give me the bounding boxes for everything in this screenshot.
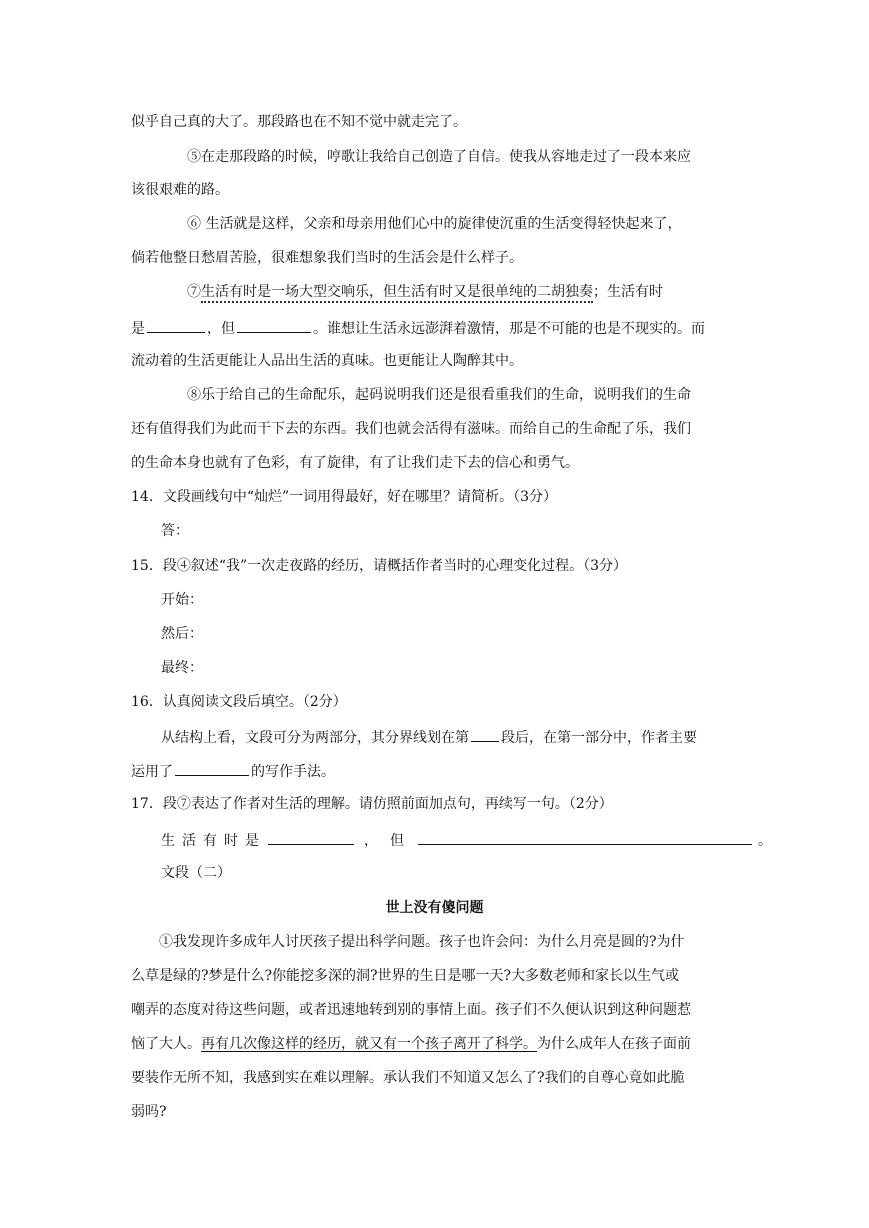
article-title: 世上没有傻问题 [385, 900, 484, 916]
article-line-3: 嘲弄的态度对待这些问题，或者迅速地转到别的事情上面。孩子们不久便认识到这种问题惹 [131, 1002, 691, 1018]
section-2-label: 文段（二） [161, 865, 231, 881]
article-line-4-end: 为什么成年人在孩子面前 [537, 1036, 691, 1052]
fill-blank-paragraph-number[interactable] [471, 726, 499, 742]
article-line-6: 弱吗? [131, 1104, 167, 1120]
paragraph-7-line-2 [131, 317, 705, 339]
paragraph-5-line-2: 该很艰难的路。 [131, 182, 229, 198]
question-17-fill-line [161, 829, 772, 851]
question-17-period: 。 [758, 833, 772, 849]
article-line-1: ①我发现许多成年人讨厌孩子提出科学问题。孩子也许会问：为什么月亮是圆的?为什 [159, 934, 685, 950]
paragraph-7-number: ⑦ [187, 284, 201, 300]
fill-blank-writing-technique[interactable] [175, 760, 249, 776]
question-16-text-d: 的写作手法。 [251, 764, 335, 780]
fill-blank-1[interactable] [147, 317, 205, 333]
dotted-example-sentence: 生活有时是一场大型交响乐，但生活有时又是很单纯的二胡独奏 [201, 284, 593, 303]
fill-blank-2[interactable] [237, 317, 311, 333]
question-17-text-b: ，但 [364, 833, 416, 849]
question-16-text-c: 运用了 [131, 764, 173, 780]
paragraph-6-line-2: 倘若他整日愁眉苦脸，很难想象我们当时的生活会是什么样子。 [131, 250, 523, 266]
paragraph-4-tail: 似乎自己真的大了。那段路也在不知不觉中就走完了。 [131, 114, 467, 130]
paragraph-5-line-1: ⑤在走那段路的时候，哼歌让我给自己创造了自信。使我从容地走过了一段本来应 [187, 149, 691, 165]
article-line-2: 么草是绿的?梦是什么?你能挖多深的洞?世界的生日是哪一天?大多数老师和家长以生气或 [131, 968, 680, 984]
fill-blank-imitation-2[interactable] [418, 829, 752, 845]
paragraph-7-line-1 [187, 282, 663, 302]
fill-blank-imitation-1[interactable] [268, 829, 354, 845]
paragraph-7-line-3: 流动着的生活更能让人品出生活的真味。也更能让人陶醉其中。 [131, 353, 523, 369]
article-line-4 [131, 1034, 691, 1054]
question-17-text-a: 生活有时是 [161, 833, 266, 849]
question-15: 15．段④叙述“我”一次走夜路的经历，请概括作者当时的心理变化过程。（3分） [131, 558, 628, 574]
question-16: 16．认真阅读文段后填空。（2分） [131, 694, 347, 710]
article-line-5: 要装作无所不知，我感到实在难以理解。承认我们不知道又怎么了?我们的自尊心竟如此脆 [131, 1070, 685, 1086]
question-16-line-2 [131, 760, 335, 782]
paragraph-7-text-c: 。谁想让生活永远澎湃着激情，那是不可能的也是不现实的。而 [313, 321, 705, 337]
paragraph-6-line-1: ⑥ 生活就是这样，父亲和母亲用他们心中的旋律使沉重的生活变得轻快起来了， [187, 216, 682, 232]
paragraph-7-line-1-rest: ；生活有时 [593, 284, 663, 300]
underlined-sentence: 再有几次像这样的经历，就又有一个孩子离开了科学。 [201, 1036, 537, 1052]
question-16-text-a: 从结构上看，文段可分为两部分，其分界线划在第 [161, 730, 469, 746]
paragraph-8-line-2: 还有值得我们为此而干下去的东西。我们也就会活得有滋味。而给自己的生命配了乐，我们 [131, 421, 691, 437]
article-line-4-start: 恼了大人。 [131, 1036, 201, 1052]
question-17: 17．段⑦表达了作者对生活的理解。请仿照前面加点句，再续写一句。（2分） [131, 796, 613, 812]
question-15-then-label: 然后： [161, 626, 203, 642]
paragraph-7-text-a: 是 [131, 321, 145, 337]
question-14: 14．文段画线句中“灿烂”一词用得最好，好在哪里？请简析。（3分） [131, 489, 558, 505]
question-15-final-label: 最终： [161, 660, 203, 676]
question-14-answer-label: 答： [161, 523, 189, 539]
question-16-line-1 [161, 726, 697, 748]
paragraph-8-line-1: ⑧乐于给自己的生命配乐，起码说明我们还是很看重我们的生命，说明我们的生命 [187, 387, 691, 403]
paragraph-7-text-b: ，但 [207, 321, 235, 337]
question-15-start-label: 开始： [161, 592, 203, 608]
paragraph-8-line-3: 的生命本身也就有了色彩，有了旋律，有了让我们走下去的信心和勇气。 [131, 455, 579, 471]
question-16-text-b: 段后，在第一部分中，作者主要 [501, 730, 697, 746]
